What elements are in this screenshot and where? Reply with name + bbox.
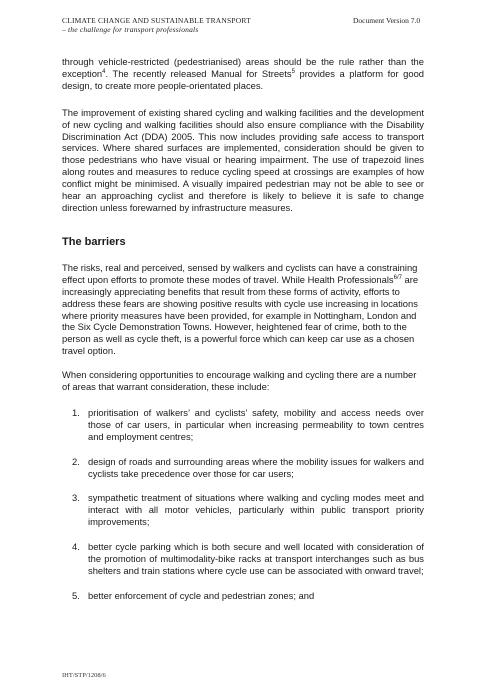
paragraph-text: are increasingly appreciating benefits that result from these forms of activity, efforts to address these fears are showing positive results with cycle use increasing in locations where priority measures have been provided, for example in Nottingham, London and the Six Cycle Demonstration Towns. However, heightened fear of crime, both to the person as well as cycle theft, is a powerful force which can keep car use as a chosen travel option. bbox=[62, 273, 419, 357]
list-item bbox=[62, 492, 424, 528]
list-item bbox=[62, 456, 424, 480]
paragraph-text: provides a platform for good design, to create more people-orientated places. bbox=[62, 67, 424, 91]
list-text: better enforcement of cycle and pedestrian zones; and bbox=[88, 589, 315, 601]
list-item bbox=[62, 407, 424, 443]
list-text: design of roads and surrounding areas where the mobility issues for walkers and cyclists take precedence over those for car users; bbox=[88, 455, 424, 479]
list-number: 3. bbox=[72, 492, 80, 504]
document-version: Document Version 7.0 bbox=[353, 16, 421, 25]
footnote-ref: 4 bbox=[102, 68, 106, 75]
header-title: CLIMATE CHANGE AND SUSTAINABLE TRANSPORT bbox=[62, 16, 251, 25]
paragraph-pedestrianised bbox=[62, 56, 424, 92]
list-number: 4. bbox=[72, 541, 80, 553]
paragraph-text: The risks, real and perceived, sensed by walkers and cyclists can have a constraining effect upon efforts to promote these modes of travel. While Health Professionals bbox=[62, 261, 418, 285]
paragraph-dda: The improvement of existing shared cycling and walking facilities and the development of new cycling and walking facilities should also ensure compliance with the Disability Discrimination Act (DDA) 2005. This now includes providing safe access to transport services. Where shared surfaces are implemented, consideration should be given to those pedestrians who have visual or hearing impairment. The use of trapezoid lines along routes and measures to reduce cycling speed at crossings are examples of how conflict might be minimised. A visually impaired pedestrian may not be able to see or hear an approaching cyclist and therefore is likely to believe it is safe to change direction unless forewarned by infrastructure measures. bbox=[62, 106, 424, 213]
list-text: better cycle parking which is both secure and well located with consideration of the promotion of multimodality-bike racks at transport interchanges such as bus shelters and train stations where cycle use can be associated with onward travel; bbox=[88, 541, 424, 576]
list-number: 2. bbox=[72, 455, 80, 467]
footnote-ref: 5 bbox=[291, 68, 295, 75]
footnote-ref: 6/7 bbox=[393, 274, 402, 281]
section-heading-barriers: The barriers bbox=[62, 235, 126, 248]
paragraph-risks bbox=[62, 262, 424, 357]
list-item bbox=[62, 590, 424, 602]
paragraph-text: through vehicle-restricted (pedestrianised) areas should be the rule rather than the exception bbox=[62, 56, 424, 79]
list-text: prioritisation of walkers’ and cyclists’ safety, mobility and access needs over those of car users, in particular when increasing permeability to town centres and employment centres; bbox=[88, 406, 424, 442]
footer-document-code: IHT/STP/1208/6 bbox=[62, 672, 106, 679]
paragraph-text: . The recently released Manual for Streets bbox=[105, 67, 292, 79]
list-number: 5. bbox=[72, 589, 80, 601]
page-body bbox=[62, 56, 424, 615]
considerations-list bbox=[62, 407, 424, 602]
list-number: 1. bbox=[72, 406, 80, 418]
list-text: sympathetic treatment of situations where walking and cycling modes meet and interact with all motor vehicles, particularly within public transport priority improvements; bbox=[88, 492, 424, 528]
paragraph-opportunities: When considering opportunities to encourage walking and cycling there are a number of areas that warrant consideration, these include: bbox=[62, 369, 417, 393]
list-item bbox=[62, 541, 424, 577]
header-subtitle: – the challenge for transport professionals bbox=[62, 25, 199, 34]
running-header bbox=[62, 16, 251, 34]
